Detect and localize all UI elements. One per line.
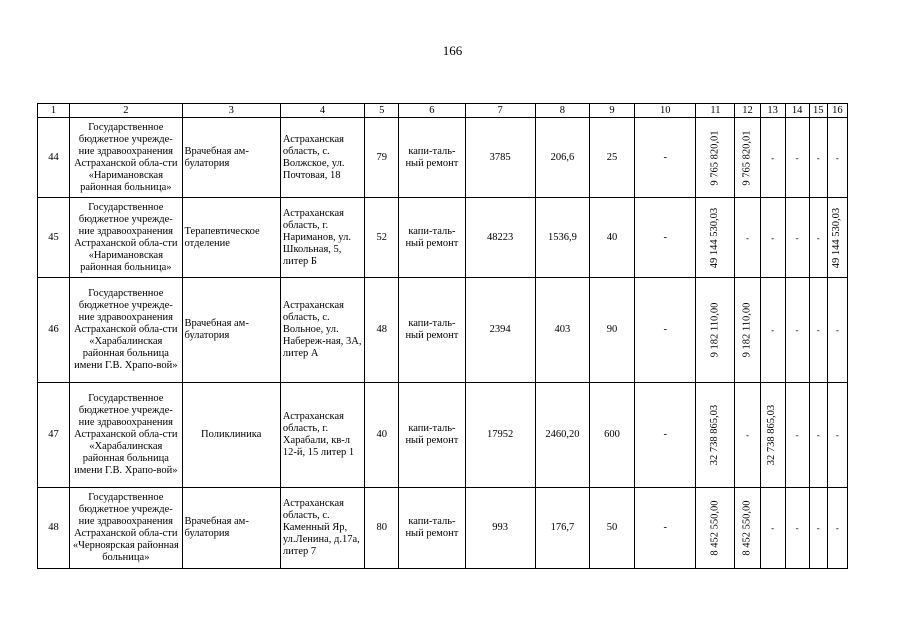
organization-cell: Государственное бюджетное учрежде-ние здравоохранения Астраханской обла-сти «Наримановская районная больница» <box>70 198 182 278</box>
col15-cell: - <box>809 118 827 198</box>
address-cell: Астраханская область, г. Харабали, кв-л 12-й, 15 литер 1 <box>280 383 364 488</box>
col5-cell: 79 <box>365 118 399 198</box>
col15-cell: - <box>809 278 827 383</box>
col5-cell: 80 <box>365 488 399 569</box>
col10-cell: - <box>635 488 696 569</box>
table-row <box>38 278 848 383</box>
row-number: 44 <box>38 118 70 198</box>
col8-cell: 1536,9 <box>535 198 589 278</box>
col8-cell: 176,7 <box>535 488 589 569</box>
col9-cell: 600 <box>589 383 634 488</box>
col13-value: 32 738 865,03 <box>766 404 778 466</box>
col16-cell <box>827 198 847 278</box>
header-cell: 6 <box>399 104 465 118</box>
col5-cell: 52 <box>365 198 399 278</box>
col13-cell <box>760 383 785 488</box>
col8-cell: 403 <box>535 278 589 383</box>
col10-cell: - <box>635 198 696 278</box>
table-row <box>38 488 848 569</box>
object-cell: Врачебная ам-булатория <box>182 278 280 383</box>
col12-cell: - <box>735 383 760 488</box>
header-cell: 13 <box>760 104 785 118</box>
col11-cell <box>696 118 735 198</box>
object-cell: Поликлиника <box>182 383 280 488</box>
col7-cell: 48223 <box>465 198 535 278</box>
col7-cell: 993 <box>465 488 535 569</box>
col8-cell: 206,6 <box>535 118 589 198</box>
col13-cell: - <box>760 278 785 383</box>
col11-value: 9 765 820,01 <box>709 129 721 186</box>
table-row <box>38 118 848 198</box>
header-cell: 11 <box>696 104 735 118</box>
header-cell: 5 <box>365 104 399 118</box>
header-cell: 16 <box>827 104 847 118</box>
col8-cell: 2460,20 <box>535 383 589 488</box>
table-row <box>38 198 848 278</box>
col14-cell: - <box>785 198 809 278</box>
header-cell: 1 <box>38 104 70 118</box>
col11-value: 8 452 550,00 <box>709 500 721 556</box>
work-type-cell: капи-таль-ный ремонт <box>399 383 465 488</box>
budget-table <box>37 103 848 569</box>
work-type-cell: капи-таль-ный ремонт <box>399 278 465 383</box>
col11-value: 9 182 110,00 <box>709 302 721 358</box>
col11-value: 32 738 865,03 <box>709 404 721 466</box>
col16-cell: - <box>827 488 847 569</box>
col9-cell: 90 <box>589 278 634 383</box>
col14-cell: - <box>785 118 809 198</box>
header-cell: 15 <box>809 104 827 118</box>
address-cell: Астраханская область, с. Волжское, ул. Почтовая, 18 <box>280 118 364 198</box>
col9-cell: 25 <box>589 118 634 198</box>
col10-cell: - <box>635 118 696 198</box>
col7-cell: 2394 <box>465 278 535 383</box>
header-cell: 2 <box>70 104 182 118</box>
col14-cell: - <box>785 383 809 488</box>
col11-cell <box>696 198 735 278</box>
col10-cell: - <box>635 278 696 383</box>
col13-cell: - <box>760 488 785 569</box>
row-number: 45 <box>38 198 70 278</box>
row-number: 47 <box>38 383 70 488</box>
col10-cell: - <box>635 383 696 488</box>
col12-cell: - <box>735 198 760 278</box>
col14-cell: - <box>785 488 809 569</box>
col12-cell <box>735 278 760 383</box>
col9-cell: 40 <box>589 198 634 278</box>
work-type-cell: капи-таль-ный ремонт <box>399 198 465 278</box>
col11-value: 49 144 530,03 <box>709 207 721 268</box>
page-number: 166 <box>442 43 463 58</box>
col16-value: 49 144 530,03 <box>831 207 843 268</box>
object-cell: Врачебная ам-булатория <box>182 118 280 198</box>
col16-cell: - <box>827 383 847 488</box>
header-cell: 7 <box>465 104 535 118</box>
header-cell: 4 <box>280 104 364 118</box>
object-cell: Терапевтическое отделение <box>182 198 280 278</box>
header-cell: 14 <box>785 104 809 118</box>
col5-cell: 40 <box>365 383 399 488</box>
address-cell: Астраханская область, с. Вольное, ул. Набереж-ная, 3А, литер А <box>280 278 364 383</box>
header-cell: 9 <box>589 104 634 118</box>
col15-cell: - <box>809 198 827 278</box>
col12-value: 9 182 110,00 <box>741 302 753 358</box>
object-cell: Врачебная ам-булатория <box>182 488 280 569</box>
header-cell: 10 <box>635 104 696 118</box>
col13-cell: - <box>760 118 785 198</box>
col11-cell <box>696 278 735 383</box>
col14-cell: - <box>785 278 809 383</box>
organization-cell: Государственное бюджетное учрежде-ние здравоохранения Астраханской обла-сти «Черноярская районная больница» <box>70 488 182 569</box>
col12-value: 9 765 820,01 <box>741 129 753 186</box>
work-type-cell: капи-таль-ный ремонт <box>399 488 465 569</box>
col12-value: 8 452 550,00 <box>741 500 753 556</box>
row-number: 48 <box>38 488 70 569</box>
header-cell: 3 <box>182 104 280 118</box>
col12-cell <box>735 488 760 569</box>
col7-cell: 3785 <box>465 118 535 198</box>
header-row <box>38 104 848 118</box>
col11-cell <box>696 383 735 488</box>
header-cell: 8 <box>535 104 589 118</box>
organization-cell: Государственное бюджетное учрежде-ние здравоохранения Астраханской обла-сти «Харабалинская районная больница имени Г.В. Храпо-вой» <box>70 278 182 383</box>
organization-cell: Государственное бюджетное учрежде-ние здравоохранения Астраханской обла-сти «Харабалинская районная больница имени Г.В. Храпо-вой» <box>70 383 182 488</box>
col11-cell <box>696 488 735 569</box>
header-cell: 12 <box>735 104 760 118</box>
col16-cell: - <box>827 118 847 198</box>
address-cell: Астраханская область, с. Каменный Яр, ул.Ленина, д.17а, литер 7 <box>280 488 364 569</box>
row-number: 46 <box>38 278 70 383</box>
col7-cell: 17952 <box>465 383 535 488</box>
table-row <box>38 383 848 488</box>
col15-cell: - <box>809 383 827 488</box>
col15-cell: - <box>809 488 827 569</box>
col9-cell: 50 <box>589 488 634 569</box>
organization-cell: Государственное бюджетное учрежде-ние здравоохранения Астраханской обла-сти «Наримановская районная больница» <box>70 118 182 198</box>
work-type-cell: капи-таль-ный ремонт <box>399 118 465 198</box>
address-cell: Астраханская область, г. Нариманов, ул. Школьная, 5, литер Б <box>280 198 364 278</box>
col12-cell <box>735 118 760 198</box>
col16-cell: - <box>827 278 847 383</box>
col5-cell: 48 <box>365 278 399 383</box>
col13-cell: - <box>760 198 785 278</box>
